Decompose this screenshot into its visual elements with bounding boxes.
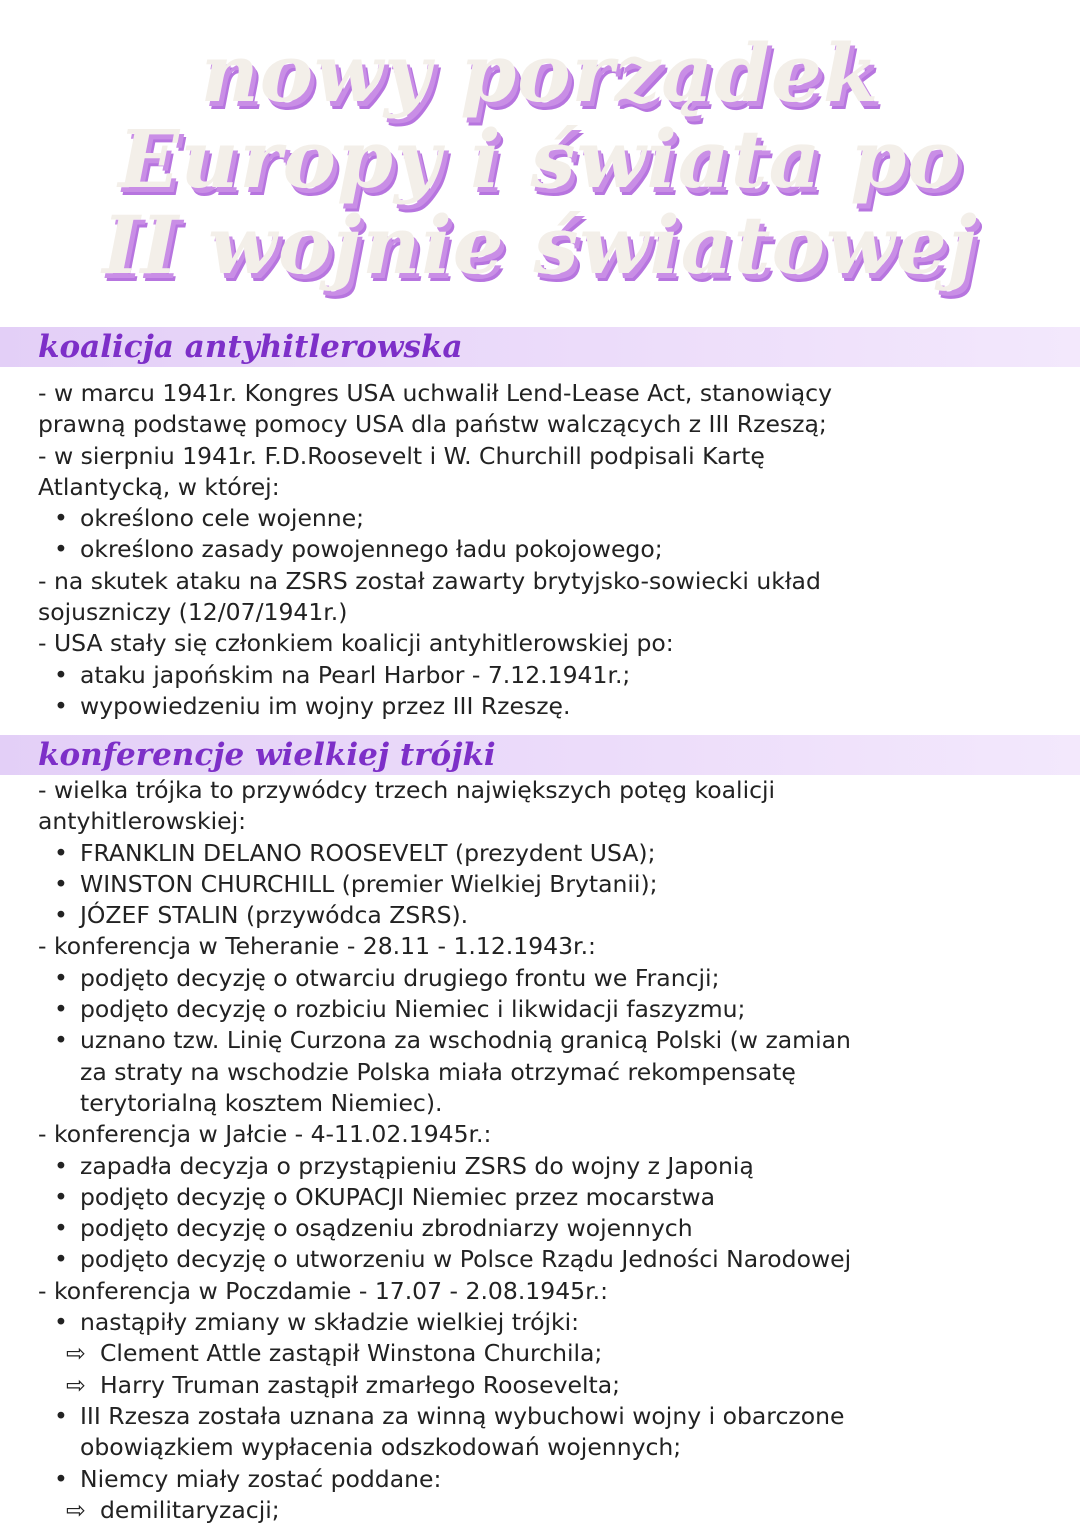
bullet-item [38, 1213, 1058, 1244]
bullet-item [38, 963, 1058, 994]
bullet-item [38, 838, 1058, 869]
bullet-text: określono zasady powojennego ładu pokojowego; [80, 535, 663, 564]
bullet-icon: • [54, 535, 68, 564]
bullet-item [38, 660, 1058, 691]
arrow-item [38, 1338, 1058, 1369]
text-line: - wielka trójka to przywódcy trzech największych potęg koalicji [38, 776, 776, 804]
bullet-text: III Rzesza została uznana za winną wybuchowi wojny i obarczone [80, 1401, 845, 1430]
bullet-item [38, 994, 1058, 1025]
bullet-icon: • [54, 995, 68, 1024]
bullet-item [38, 1151, 1058, 1182]
text-line: antyhitlerowskiej: [38, 807, 247, 836]
text-line: Atlantycką, w której: [38, 472, 280, 501]
arrow-text: demilitaryzacji; [100, 1495, 280, 1524]
arrow-right-icon: ⇨ [66, 1339, 86, 1368]
bullet-item [38, 900, 1058, 931]
text-line: terytorialną kosztem Niemiec). [80, 1088, 443, 1117]
page-title [0, 26, 1080, 292]
bullet-item [38, 1182, 1058, 1213]
bullet-icon: • [54, 963, 68, 992]
section-heading-text: koalicja antyhitlerowska [38, 329, 463, 365]
bullet-item [38, 1401, 1058, 1432]
bullet-text: ataku japońskim na Pearl Harbor - 7.12.1941r.; [80, 660, 631, 689]
bullet-icon: • [54, 660, 68, 689]
arrow-item [38, 1370, 1058, 1401]
text-line: za straty na wschodzie Polska miała otrzymać rekompensatę [80, 1057, 796, 1086]
title-line: II wojnie światowej [102, 198, 978, 292]
bullet-item [38, 534, 1058, 565]
bullet-icon: • [54, 504, 68, 533]
text-line: - w marcu 1941r. Kongres USA uchwalił Lend-Lease Act, stanowiący [38, 379, 832, 407]
bullet-icon: • [54, 838, 68, 867]
bullet-icon: • [54, 1401, 68, 1430]
bullet-text: Niemcy miały zostać poddane: [80, 1464, 442, 1493]
bullet-text: JÓZEF STALIN (przywódca ZSRS). [80, 901, 469, 930]
bullet-icon: • [54, 691, 68, 720]
bullet-text: uznano tzw. Linię Curzona za wschodnią granicą Polski (w zamian [80, 1026, 851, 1055]
bullet-text: FRANKLIN DELANO ROOSEVELT (prezydent USA); [80, 838, 656, 867]
text-line: sojuszniczy (12/07/1941r.) [38, 598, 348, 627]
bullet-text: podjęto decyzję o rozbiciu Niemiec i likwidacji faszyzmu; [80, 995, 746, 1024]
bullet-item [38, 1464, 1058, 1495]
bullet-icon: • [54, 1182, 68, 1211]
title-line: Europy i świata po [118, 112, 962, 206]
bullet-text: WINSTON CHURCHILL (premier Wielkiej Brytanii); [80, 869, 658, 898]
bullet-text: wypowiedzeniu im wojny przez III Rzeszę. [80, 691, 571, 720]
arrow-right-icon: ⇨ [66, 1370, 86, 1399]
bullet-icon: • [54, 1214, 68, 1243]
text-line: - na skutek ataku na ZSRS został zawarty brytyjsko-sowiecki układ [38, 566, 821, 595]
text-line: prawną podstawę pomocy USA dla państw walczących z III Rzeszą; [38, 410, 827, 439]
bullet-item [38, 1307, 1058, 1338]
section-body-koalicja [38, 378, 1058, 722]
text-line: obowiązkiem wypłacenia odszkodowań wojennych; [80, 1433, 682, 1462]
bullet-item [38, 503, 1058, 534]
bullet-text: podjęto decyzję o OKUPACJI Niemiec przez mocarstwa [80, 1182, 715, 1211]
section-heading-text: konferencje wielkiej trójki [38, 737, 496, 773]
bullet-icon: • [54, 901, 68, 930]
section-body-konferencje [38, 775, 1058, 1526]
bullet-text: określono cele wojenne; [80, 504, 365, 533]
text-line: - konferencja w Poczdamie - 17.07 - 2.08.1945r.: [38, 1276, 609, 1305]
bullet-icon: • [54, 869, 68, 898]
arrow-text: Clement Attle zastąpił Winstona Churchila; [100, 1339, 603, 1368]
bullet-icon: • [54, 1464, 68, 1493]
text-line: - USA stały się członkiem koalicji antyhitlerowskiej po: [38, 629, 674, 658]
bullet-text: nastąpiły zmiany w składzie wielkiej trójki: [80, 1308, 580, 1337]
bullet-icon: • [54, 1151, 68, 1180]
bullet-icon: • [54, 1026, 68, 1055]
arrow-text: Harry Truman zastąpił zmarłego Roosevelta; [100, 1370, 621, 1399]
bullet-text: podjęto decyzję o utworzeniu w Polsce Rządu Jedności Narodowej [80, 1245, 852, 1274]
bullet-icon: • [54, 1308, 68, 1337]
bullet-text: podjęto decyzję o osądzeniu zbrodniarzy wojennych [80, 1214, 693, 1243]
bullet-text: zapadła decyzja o przystąpieniu ZSRS do wojny z Japonią [80, 1151, 754, 1180]
bullet-item [38, 869, 1058, 900]
section-heading-konferencje [0, 735, 1080, 775]
bullet-item [38, 1244, 1058, 1275]
section-heading-koalicja [0, 327, 1080, 367]
arrow-item [38, 1495, 1058, 1526]
text-line: - konferencja w Teheranie - 28.11 - 1.12.1943r.: [38, 932, 596, 961]
bullet-item [38, 1025, 1058, 1056]
title-line: nowy porządek [200, 26, 880, 120]
text-line: - konferencja w Jałcie - 4-11.02.1945r.: [38, 1120, 492, 1149]
text-line: - w sierpniu 1941r. F.D.Roosevelt i W. Churchill podpisali Kartę [38, 441, 765, 470]
bullet-icon: • [54, 1245, 68, 1274]
arrow-right-icon: ⇨ [66, 1495, 86, 1524]
bullet-item [38, 691, 1058, 722]
bullet-text: podjęto decyzję o otwarciu drugiego frontu we Francji; [80, 963, 720, 992]
